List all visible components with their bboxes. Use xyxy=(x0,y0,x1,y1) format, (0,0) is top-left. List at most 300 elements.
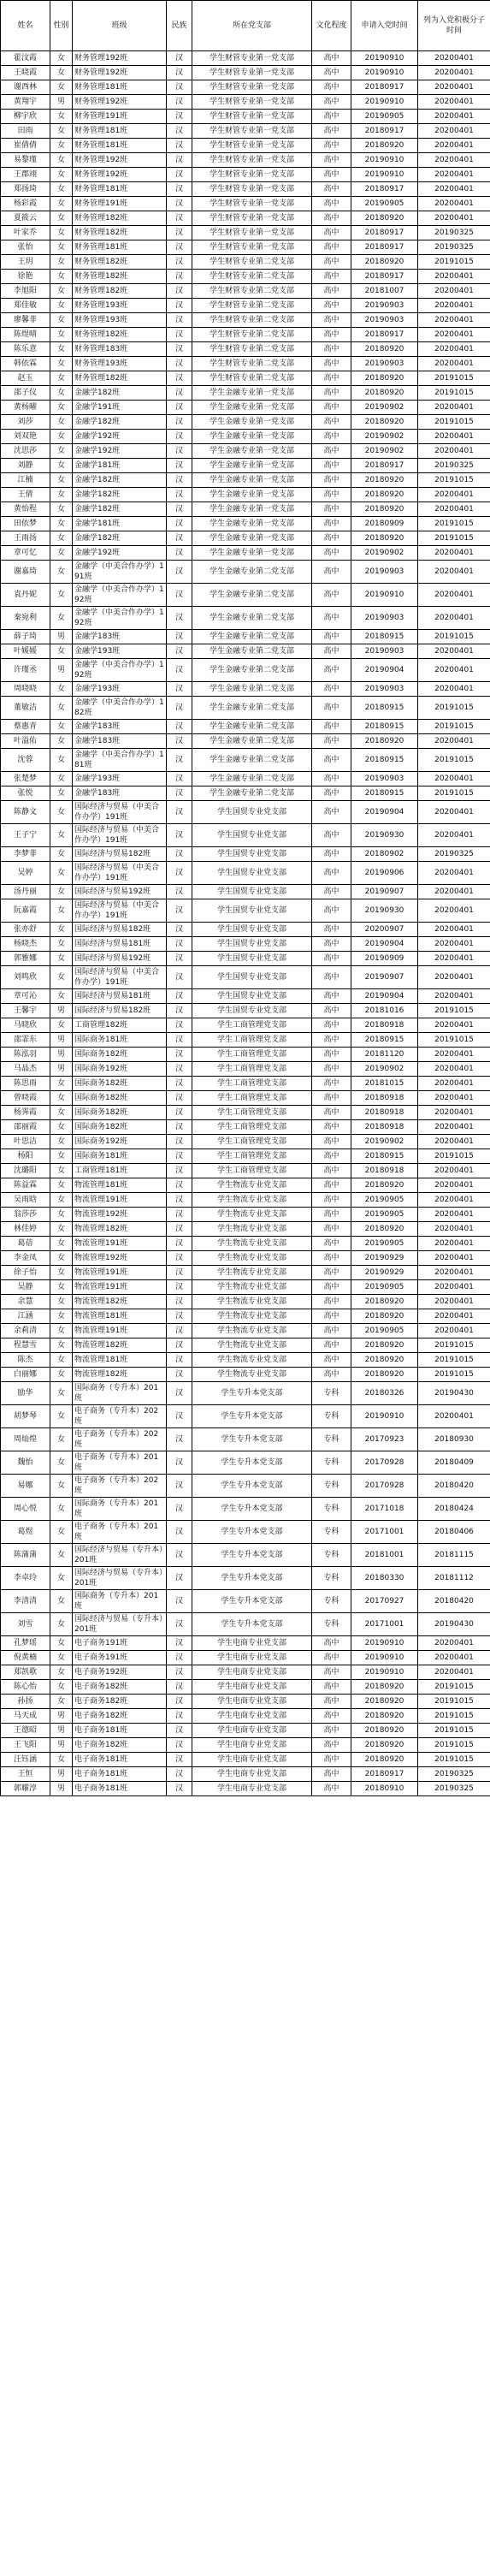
header-apply-date: 申请入党时间 xyxy=(351,1,418,51)
cell-ethnicity: 汉 xyxy=(167,1544,192,1567)
cell-education: 高中 xyxy=(312,1033,351,1048)
cell-name: 江楠 xyxy=(1,473,50,488)
cell-branch: 学生物流专业党支部 xyxy=(192,1222,312,1237)
cell-ethnicity: 汉 xyxy=(167,1033,192,1048)
cell-class: 国际商务181班 xyxy=(73,1149,167,1164)
cell-activist-date: 20191015 xyxy=(418,786,490,801)
cell-sex: 女 xyxy=(50,284,73,299)
cell-sex: 女 xyxy=(50,240,73,255)
table-row xyxy=(1,1222,490,1237)
cell-apply-date: 20180918 xyxy=(351,1106,418,1120)
cell-education: 高中 xyxy=(312,415,351,430)
cell-name: 秦宛利 xyxy=(1,607,50,630)
cell-branch: 学生工商管理党支部 xyxy=(192,1091,312,1106)
cell-ethnicity: 汉 xyxy=(167,459,192,473)
cell-activist-date: 20191015 xyxy=(418,517,490,531)
cell-class: 物流管理191班 xyxy=(73,1193,167,1208)
cell-education: 高中 xyxy=(312,682,351,697)
cell-ethnicity: 汉 xyxy=(167,1324,192,1338)
cell-class: 物流管理181班 xyxy=(73,1309,167,1324)
cell-sex: 女 xyxy=(50,51,73,66)
table-row xyxy=(1,488,490,502)
cell-ethnicity: 汉 xyxy=(167,284,192,299)
cell-name: 李旭阳 xyxy=(1,284,50,299)
table-row xyxy=(1,226,490,240)
table-row xyxy=(1,1613,490,1636)
cell-activist-date: 20190325 xyxy=(418,847,490,862)
cell-apply-date: 20190910 xyxy=(351,95,418,110)
table-row xyxy=(1,139,490,153)
cell-education: 高中 xyxy=(312,226,351,240)
cell-apply-date: 20171018 xyxy=(351,1498,418,1521)
cell-ethnicity: 汉 xyxy=(167,299,192,313)
header-name: 姓名 xyxy=(1,1,50,51)
cell-name: 霍汶霞 xyxy=(1,51,50,66)
cell-sex: 女 xyxy=(50,1567,73,1590)
cell-education: 高中 xyxy=(312,1091,351,1106)
cell-branch: 学生财管专业第二党支部 xyxy=(192,270,312,284)
cell-class: 国际商务181班 xyxy=(73,1033,167,1048)
cell-branch: 学生专升本党支部 xyxy=(192,1521,312,1544)
table-row xyxy=(1,1709,490,1724)
table-row xyxy=(1,1521,490,1544)
cell-apply-date: 20190905 xyxy=(351,197,418,211)
cell-sex: 女 xyxy=(50,1405,73,1428)
cell-apply-date: 20190905 xyxy=(351,1324,418,1338)
cell-ethnicity: 汉 xyxy=(167,1651,192,1665)
cell-education: 高中 xyxy=(312,1135,351,1149)
cell-apply-date: 20180920 xyxy=(351,255,418,270)
table-row xyxy=(1,459,490,473)
cell-class: 国际商务（专升本）201班 xyxy=(73,1590,167,1613)
cell-activist-date: 20191015 xyxy=(418,1709,490,1724)
cell-sex: 女 xyxy=(50,786,73,801)
cell-apply-date: 20181007 xyxy=(351,284,418,299)
cell-activist-date: 20200401 xyxy=(418,801,490,824)
cell-sex: 男 xyxy=(50,1767,73,1782)
cell-apply-date: 20180918 xyxy=(351,1164,418,1178)
table-row xyxy=(1,1767,490,1782)
cell-ethnicity: 汉 xyxy=(167,630,192,644)
cell-sex: 女 xyxy=(50,1498,73,1521)
cell-name: 徐子怡 xyxy=(1,1266,50,1280)
cell-branch: 学生国贸专业党支部 xyxy=(192,952,312,966)
cell-sex: 女 xyxy=(50,1475,73,1498)
cell-ethnicity: 汉 xyxy=(167,952,192,966)
table-row xyxy=(1,153,490,168)
cell-class: 国际商务（专升本）201班 xyxy=(73,1382,167,1405)
table-row xyxy=(1,1368,490,1382)
cell-class: 国际商务182班 xyxy=(73,1106,167,1120)
cell-education: 高中 xyxy=(312,630,351,644)
cell-ethnicity: 汉 xyxy=(167,749,192,772)
cell-branch: 学生财管专业第二党支部 xyxy=(192,357,312,371)
header-activist-date: 列为入党积极分子时间 xyxy=(418,1,490,51)
cell-apply-date: 20190905 xyxy=(351,110,418,124)
table-row xyxy=(1,371,490,386)
cell-education: 高中 xyxy=(312,697,351,720)
cell-ethnicity: 汉 xyxy=(167,255,192,270)
cell-education: 高中 xyxy=(312,1738,351,1753)
cell-education: 高中 xyxy=(312,357,351,371)
cell-name: 马天成 xyxy=(1,1709,50,1724)
cell-activist-date: 20191015 xyxy=(418,1753,490,1767)
cell-name: 葛蓓 xyxy=(1,1237,50,1251)
cell-education: 高中 xyxy=(312,139,351,153)
cell-class: 物流管理182班 xyxy=(73,1338,167,1353)
cell-branch: 学生工商管理党支部 xyxy=(192,1048,312,1062)
cell-education: 高中 xyxy=(312,749,351,772)
table-row xyxy=(1,862,490,885)
cell-name: 刘莎 xyxy=(1,415,50,430)
cell-class: 电子商务181班 xyxy=(73,1767,167,1782)
cell-ethnicity: 汉 xyxy=(167,862,192,885)
table-row xyxy=(1,1120,490,1135)
cell-education: 高中 xyxy=(312,1724,351,1738)
cell-education: 高中 xyxy=(312,734,351,749)
cell-apply-date: 20180917 xyxy=(351,328,418,342)
cell-class: 物流管理182班 xyxy=(73,1295,167,1309)
cell-ethnicity: 汉 xyxy=(167,1222,192,1237)
cell-apply-date: 20180920 xyxy=(351,1695,418,1709)
cell-apply-date: 20180917 xyxy=(351,459,418,473)
cell-sex: 女 xyxy=(50,1193,73,1208)
cell-branch: 学生金融专业第二党支部 xyxy=(192,749,312,772)
cell-class: 财务管理193班 xyxy=(73,313,167,328)
cell-apply-date: 20180915 xyxy=(351,697,418,720)
table-row xyxy=(1,885,490,899)
cell-sex: 女 xyxy=(50,328,73,342)
cell-name: 杨彩霞 xyxy=(1,197,50,211)
cell-branch: 学生物流专业党支部 xyxy=(192,1208,312,1222)
cell-sex: 男 xyxy=(50,1004,73,1018)
cell-ethnicity: 汉 xyxy=(167,386,192,401)
cell-sex: 女 xyxy=(50,1149,73,1164)
cell-branch: 学生金融专业第一党支部 xyxy=(192,502,312,517)
cell-education: 高中 xyxy=(312,1164,351,1178)
cell-apply-date: 20180917 xyxy=(351,1767,418,1782)
cell-sex: 女 xyxy=(50,847,73,862)
cell-activist-date: 20200401 xyxy=(418,211,490,226)
cell-ethnicity: 汉 xyxy=(167,139,192,153)
table-row xyxy=(1,357,490,371)
cell-ethnicity: 汉 xyxy=(167,1178,192,1193)
cell-branch: 学生物流专业党支部 xyxy=(192,1280,312,1295)
cell-apply-date: 20190910 xyxy=(351,1665,418,1680)
table-row xyxy=(1,1695,490,1709)
cell-name: 易娜 xyxy=(1,1475,50,1498)
cell-apply-date: 20180915 xyxy=(351,630,418,644)
cell-education: 高中 xyxy=(312,255,351,270)
cell-branch: 学生国贸专业党支部 xyxy=(192,1004,312,1018)
cell-education: 高中 xyxy=(312,584,351,607)
cell-branch: 学生专升本党支部 xyxy=(192,1567,312,1590)
cell-branch: 学生国贸专业党支部 xyxy=(192,923,312,937)
cell-education: 高中 xyxy=(312,1077,351,1091)
cell-sex: 女 xyxy=(50,1695,73,1709)
table-row xyxy=(1,1353,490,1368)
cell-ethnicity: 汉 xyxy=(167,1266,192,1280)
cell-apply-date: 20190904 xyxy=(351,937,418,952)
cell-branch: 学生金融专业第二党支部 xyxy=(192,659,312,682)
cell-branch: 学生物流专业党支部 xyxy=(192,1251,312,1266)
cell-apply-date: 20170928 xyxy=(351,1475,418,1498)
cell-activist-date: 20200401 xyxy=(418,153,490,168)
cell-sex: 女 xyxy=(50,1324,73,1338)
cell-education: 高中 xyxy=(312,328,351,342)
cell-name: 王恒 xyxy=(1,1767,50,1782)
cell-ethnicity: 汉 xyxy=(167,1208,192,1222)
cell-class: 国际经济与贸易192班 xyxy=(73,885,167,899)
table-row xyxy=(1,966,490,989)
cell-branch: 学生金融专业第一党支部 xyxy=(192,401,312,415)
cell-apply-date: 20180920 xyxy=(351,371,418,386)
table-row xyxy=(1,720,490,734)
cell-sex: 女 xyxy=(50,1651,73,1665)
cell-education: 高中 xyxy=(312,899,351,923)
cell-sex: 女 xyxy=(50,989,73,1004)
cell-apply-date: 20180917 xyxy=(351,240,418,255)
cell-activist-date: 20200401 xyxy=(418,1106,490,1120)
cell-education: 高中 xyxy=(312,923,351,937)
cell-name: 陈泓羽 xyxy=(1,1048,50,1062)
cell-class: 金融学183班 xyxy=(73,720,167,734)
cell-apply-date: 20190902 xyxy=(351,430,418,444)
cell-education: 高中 xyxy=(312,659,351,682)
cell-sex: 女 xyxy=(50,342,73,357)
cell-ethnicity: 汉 xyxy=(167,1382,192,1405)
cell-education: 高中 xyxy=(312,561,351,584)
cell-class: 金融学183班 xyxy=(73,734,167,749)
cell-apply-date: 20190902 xyxy=(351,546,418,561)
table-row xyxy=(1,182,490,197)
cell-branch: 学生财管专业第一党支部 xyxy=(192,124,312,139)
cell-activist-date: 20191015 xyxy=(418,697,490,720)
cell-ethnicity: 汉 xyxy=(167,937,192,952)
cell-name: 叶思洁 xyxy=(1,1135,50,1149)
table-row xyxy=(1,749,490,772)
cell-branch: 学生金融专业第一党支部 xyxy=(192,415,312,430)
cell-activist-date: 20190430 xyxy=(418,1382,490,1405)
cell-apply-date: 20180917 xyxy=(351,226,418,240)
table-row xyxy=(1,1382,490,1405)
cell-education: 高中 xyxy=(312,531,351,546)
cell-ethnicity: 汉 xyxy=(167,211,192,226)
cell-activist-date: 20200401 xyxy=(418,328,490,342)
cell-ethnicity: 汉 xyxy=(167,313,192,328)
cell-sex: 女 xyxy=(50,1077,73,1091)
cell-apply-date: 20180920 xyxy=(351,1295,418,1309)
cell-sex: 女 xyxy=(50,197,73,211)
cell-branch: 学生电商专业党支部 xyxy=(192,1680,312,1695)
cell-apply-date: 20180915 xyxy=(351,786,418,801)
cell-class: 财务管理193班 xyxy=(73,357,167,371)
cell-ethnicity: 汉 xyxy=(167,1695,192,1709)
table-row xyxy=(1,211,490,226)
cell-apply-date: 20180920 xyxy=(351,734,418,749)
cell-activist-date: 20200401 xyxy=(418,966,490,989)
cell-class: 金融学（中美合作办学）182班 xyxy=(73,697,167,720)
cell-branch: 学生国贸专业党支部 xyxy=(192,847,312,862)
cell-class: 电子商务182班 xyxy=(73,1709,167,1724)
cell-class: 金融学182班 xyxy=(73,415,167,430)
table-row xyxy=(1,531,490,546)
cell-name: 周晓晓 xyxy=(1,682,50,697)
cell-education: 高中 xyxy=(312,153,351,168)
table-row xyxy=(1,682,490,697)
cell-branch: 学生财管专业第一党支部 xyxy=(192,182,312,197)
cell-activist-date: 20200401 xyxy=(418,862,490,885)
cell-class: 财务管理192班 xyxy=(73,51,167,66)
cell-sex: 女 xyxy=(50,1521,73,1544)
table-row xyxy=(1,1475,490,1498)
cell-apply-date: 20190907 xyxy=(351,966,418,989)
cell-name: 郑凯歌 xyxy=(1,1665,50,1680)
cell-sex: 女 xyxy=(50,270,73,284)
cell-class: 国际商务（专升本）201班 xyxy=(73,1498,167,1521)
cell-name: 郑扬琦 xyxy=(1,182,50,197)
cell-activist-date: 20200401 xyxy=(418,772,490,786)
header-row xyxy=(1,1,490,51)
cell-ethnicity: 汉 xyxy=(167,1106,192,1120)
cell-ethnicity: 汉 xyxy=(167,444,192,459)
cell-class: 金融学（中美合作办学）192班 xyxy=(73,659,167,682)
cell-apply-date: 20190904 xyxy=(351,989,418,1004)
cell-class: 电子商务（专升本）201班 xyxy=(73,1451,167,1475)
table-row xyxy=(1,989,490,1004)
cell-name: 陈蒲蒲 xyxy=(1,1544,50,1567)
cell-branch: 学生财管专业第一党支部 xyxy=(192,197,312,211)
cell-apply-date: 20181001 xyxy=(351,1544,418,1567)
cell-branch: 学生专升本党支部 xyxy=(192,1590,312,1613)
cell-class: 物流管理191班 xyxy=(73,1324,167,1338)
cell-name: 田依梦 xyxy=(1,517,50,531)
cell-class: 财务管理181班 xyxy=(73,124,167,139)
table-row xyxy=(1,1324,490,1338)
cell-apply-date: 20180902 xyxy=(351,847,418,862)
cell-branch: 学生工商管理党支部 xyxy=(192,1077,312,1091)
cell-name: 程慧雪 xyxy=(1,1338,50,1353)
table-row xyxy=(1,1753,490,1767)
table-row xyxy=(1,1280,490,1295)
cell-activist-date: 20200401 xyxy=(418,51,490,66)
cell-ethnicity: 汉 xyxy=(167,659,192,682)
cell-apply-date: 20190909 xyxy=(351,952,418,966)
cell-branch: 学生专升本党支部 xyxy=(192,1451,312,1475)
cell-education: 高中 xyxy=(312,284,351,299)
cell-activist-date: 20190325 xyxy=(418,240,490,255)
cell-education: 高中 xyxy=(312,371,351,386)
cell-activist-date: 20200401 xyxy=(418,1405,490,1428)
table-row xyxy=(1,1266,490,1280)
table-row xyxy=(1,124,490,139)
cell-branch: 学生财管专业第一党支部 xyxy=(192,226,312,240)
cell-education: 专科 xyxy=(312,1382,351,1405)
cell-ethnicity: 汉 xyxy=(167,415,192,430)
table-row xyxy=(1,313,490,328)
table-row xyxy=(1,1724,490,1738)
cell-name: 廖馨菲 xyxy=(1,313,50,328)
cell-class: 财务管理192班 xyxy=(73,153,167,168)
cell-activist-date: 20191015 xyxy=(418,531,490,546)
cell-activist-date: 20200401 xyxy=(418,1120,490,1135)
cell-class: 国际商务192班 xyxy=(73,1062,167,1077)
table-row xyxy=(1,1018,490,1033)
table-row xyxy=(1,1738,490,1753)
cell-class: 电子商务（专升本）202班 xyxy=(73,1428,167,1451)
cell-sex: 男 xyxy=(50,1048,73,1062)
cell-branch: 学生财管专业第一党支部 xyxy=(192,240,312,255)
cell-branch: 学生金融专业第二党支部 xyxy=(192,697,312,720)
cell-activist-date: 20181115 xyxy=(418,1544,490,1567)
cell-ethnicity: 汉 xyxy=(167,824,192,847)
cell-activist-date: 20200401 xyxy=(418,989,490,1004)
cell-ethnicity: 汉 xyxy=(167,1475,192,1498)
cell-name: 余莉清 xyxy=(1,1324,50,1338)
cell-activist-date: 20200401 xyxy=(418,644,490,659)
table-row xyxy=(1,584,490,607)
cell-ethnicity: 汉 xyxy=(167,1077,192,1091)
cell-sex: 女 xyxy=(50,66,73,80)
cell-activist-date: 20180930 xyxy=(418,1428,490,1451)
cell-name: 崔倩倩 xyxy=(1,139,50,153)
cell-activist-date: 20200401 xyxy=(418,1651,490,1665)
table-row xyxy=(1,1251,490,1266)
cell-education: 专科 xyxy=(312,1475,351,1498)
cell-sex: 男 xyxy=(50,630,73,644)
table-row xyxy=(1,607,490,630)
cell-activist-date: 20191015 xyxy=(418,1338,490,1353)
cell-activist-date: 20190325 xyxy=(418,1767,490,1782)
table-row xyxy=(1,255,490,270)
cell-name: 李卓玲 xyxy=(1,1567,50,1590)
cell-sex: 女 xyxy=(50,1544,73,1567)
cell-apply-date: 20190902 xyxy=(351,401,418,415)
cell-branch: 学生金融专业第一党支部 xyxy=(192,386,312,401)
cell-apply-date: 20190910 xyxy=(351,1405,418,1428)
cell-activist-date: 20200401 xyxy=(418,561,490,584)
cell-activist-date: 20200401 xyxy=(418,885,490,899)
cell-apply-date: 20180326 xyxy=(351,1382,418,1405)
header-sex: 性别 xyxy=(50,1,73,51)
cell-apply-date: 20190904 xyxy=(351,801,418,824)
cell-name: 章可沁 xyxy=(1,989,50,1004)
cell-ethnicity: 汉 xyxy=(167,772,192,786)
cell-sex: 女 xyxy=(50,1237,73,1251)
table-row xyxy=(1,197,490,211)
cell-class: 国际经济与贸易192班 xyxy=(73,952,167,966)
cell-ethnicity: 汉 xyxy=(167,66,192,80)
cell-activist-date: 20180420 xyxy=(418,1590,490,1613)
table-row xyxy=(1,1405,490,1428)
cell-sex: 女 xyxy=(50,1368,73,1382)
cell-education: 高中 xyxy=(312,95,351,110)
cell-sex: 女 xyxy=(50,80,73,95)
cell-apply-date: 20180920 xyxy=(351,386,418,401)
cell-name: 刘鸣欣 xyxy=(1,966,50,989)
cell-name: 陈心怡 xyxy=(1,1680,50,1695)
cell-name: 张悦 xyxy=(1,786,50,801)
table-row xyxy=(1,1651,490,1665)
cell-ethnicity: 汉 xyxy=(167,923,192,937)
cell-sex: 女 xyxy=(50,502,73,517)
cell-class: 国际商务182班 xyxy=(73,1120,167,1135)
cell-branch: 学生国贸专业党支部 xyxy=(192,885,312,899)
cell-sex: 男 xyxy=(50,95,73,110)
cell-class: 物流管理182班 xyxy=(73,1222,167,1237)
cell-name: 叶溢佑 xyxy=(1,734,50,749)
cell-class: 国际经济与贸易（中美合作办学）191班 xyxy=(73,862,167,885)
